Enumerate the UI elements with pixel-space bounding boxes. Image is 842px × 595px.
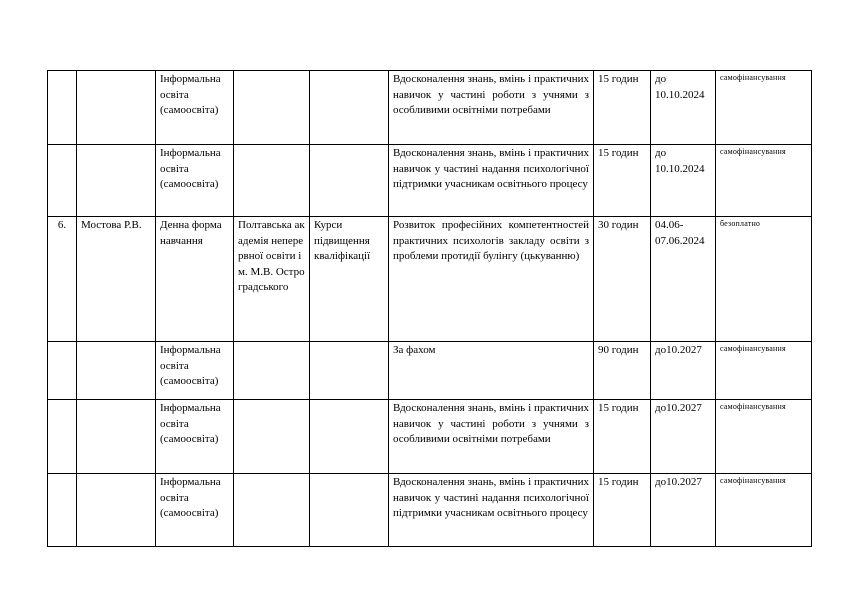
training-form: Денна форма навчання [156,217,234,342]
training-topic: За фахом [389,342,594,400]
institution [234,145,310,217]
training-form: Інформальна освіта (самоосвіта) [156,342,234,400]
table-row [48,71,812,145]
financing: самофінансування [716,474,812,547]
training-hours: 15 годин [594,71,651,145]
training-topic: Вдосконалення знань, вмінь і практичних навичок у частині надання психологічної підтримки учасникам освітнього процесу [389,145,594,217]
employee-name [77,145,156,217]
training-date: до10.2027 [651,400,716,474]
training-hours: 90 годин [594,342,651,400]
training-date: до 10.10.2024 [651,145,716,217]
institution [234,342,310,400]
institution [234,474,310,547]
table-row [48,400,812,474]
financing: самофінансування [716,400,812,474]
training-form: Інформальна освіта (самоосвіта) [156,145,234,217]
row-number [48,342,77,400]
institution [234,71,310,145]
training-date: до10.2027 [651,474,716,547]
training-type [310,474,389,547]
row-number [48,145,77,217]
training-topic: Вдосконалення знань, вмінь і практичних навичок у частині роботи з учнями з особливими освітніми потребами [389,400,594,474]
training-date: 04.06-07.06.2024 [651,217,716,342]
training-date: до10.2027 [651,342,716,400]
training-type: Курси підвищення кваліфікації [310,217,389,342]
institution [234,400,310,474]
training-hours: 15 годин [594,400,651,474]
training-type [310,400,389,474]
training-form: Інформальна освіта (самоосвіта) [156,474,234,547]
training-topic: Вдосконалення знань, вмінь і практичних навичок у частині роботи з учнями з особливими освітніми потребами [389,71,594,145]
training-date: до 10.10.2024 [651,71,716,145]
training-hours: 15 годин [594,474,651,547]
financing: самофінансування [716,71,812,145]
training-type [310,71,389,145]
financing: самофінансування [716,145,812,217]
financing: самофінансування [716,342,812,400]
employee-name [77,71,156,145]
table-row [48,342,812,400]
training-type [310,342,389,400]
training-topic: Розвиток професійних компетентностей практичних психологів закладу освіти з проблеми протидії булінгу (цькуванню) [389,217,594,342]
institution: Полтавська академія неперервної освіти ім. М.В. Остроградського [234,217,310,342]
row-number [48,474,77,547]
table-row [48,474,812,547]
training-topic: Вдосконалення знань, вмінь і практичних навичок у частині надання психологічної підтримки учасникам освітнього процесу [389,474,594,547]
employee-name [77,342,156,400]
training-table [47,70,812,547]
row-number [48,71,77,145]
employee-name [77,400,156,474]
row-number [48,400,77,474]
training-form: Інформальна освіта (самоосвіта) [156,400,234,474]
row-number: 6. [48,217,77,342]
table-row [48,145,812,217]
employee-name [77,474,156,547]
training-type [310,145,389,217]
training-form: Інформальна освіта (самоосвіта) [156,71,234,145]
table-row [48,217,812,342]
training-hours: 30 годин [594,217,651,342]
financing: безоплатно [716,217,812,342]
employee-name: Мостова Р.В. [77,217,156,342]
training-hours: 15 годин [594,145,651,217]
